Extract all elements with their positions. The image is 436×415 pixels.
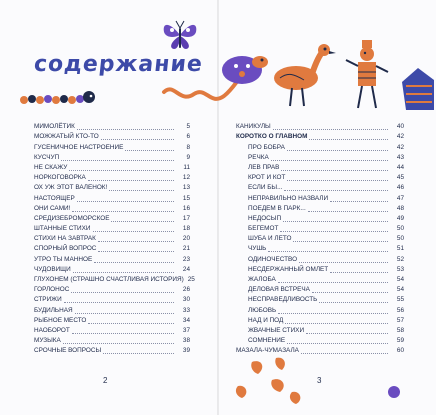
toc-entry: [34, 305, 190, 315]
toc-leader-dots: [93, 231, 175, 232]
caterpillar-illustration: [18, 88, 98, 108]
toc-leader-dots: [283, 221, 388, 222]
toc-entry-title: СОМНЕНИЕ: [248, 337, 286, 345]
toc-entry-page: 59: [396, 337, 404, 345]
toc-entry-page: 49: [396, 214, 404, 222]
toc-entry-title: СРОЧНЫЕ ВОПРОСЫ: [34, 347, 102, 355]
toc-entry-title: МИМОЛЁТИК: [34, 123, 75, 131]
toc-entry: [236, 132, 404, 142]
toc-leader-dots: [98, 251, 174, 252]
toc-entry-title: НЕСДЕРЖАННЫЙ ОМЛЕТ: [248, 265, 329, 273]
toc-entry-page: 54: [396, 286, 404, 294]
toc-leader-dots: [61, 160, 174, 161]
toc-entry: [236, 275, 404, 285]
toc-entry-title: НЕ СКАЖУ: [34, 163, 68, 171]
toc-entry-title: ПОЕДЕМ В ПАРК...: [248, 204, 306, 212]
toc-leader-dots: [330, 201, 388, 202]
toc-entry: [34, 193, 190, 203]
toc-leader-dots: [319, 302, 388, 303]
toc-entry: [34, 285, 190, 295]
toc-entry-title: БЕГЕМОТ: [248, 225, 279, 233]
toc-entry-page: 47: [396, 194, 404, 202]
toc-entry: [236, 326, 404, 336]
toc-entry: [236, 285, 404, 295]
toc-entry-title: СТРИЖИ: [34, 296, 62, 304]
toc-entry-page: 16: [182, 204, 190, 212]
toc-leader-dots: [64, 302, 174, 303]
toc-leader-dots: [94, 262, 174, 263]
toc-entry-title: ГЛУХОНЕМ (СТРАШНО СЧАСТЛИВАЯ ИСТОРИЯ): [34, 276, 184, 283]
toc-leader-dots: [88, 323, 174, 324]
toc-entry-title: НАСТОЯЩЕР: [34, 194, 75, 202]
toc-entry-page: 50: [396, 235, 404, 243]
toc-entry: [34, 275, 195, 285]
toc-entry-title: КОРОТКО О ГЛАВНОМ: [236, 133, 308, 141]
toc-leader-dots: [63, 343, 174, 344]
toc-entry-title: КАНИКУЛЫ: [236, 123, 271, 131]
toc-entry: [34, 316, 190, 326]
toc-leader-dots: [293, 241, 388, 242]
toc-leader-dots: [75, 313, 174, 314]
toc-entry-title: НЕСПРАВЕДЛИВОСТЬ: [248, 296, 318, 304]
toc-entry: [236, 214, 404, 224]
toc-entry: [34, 336, 190, 346]
toc-entry-title: ЖАЛОБА: [248, 276, 276, 283]
toc-entry-title: ЕСЛИ БЫ...: [248, 184, 283, 192]
toc-entry: [236, 122, 404, 132]
toc-entry-page: 50: [396, 225, 404, 233]
toc-entry-title: БУДИЛЬНАЯ: [34, 306, 73, 314]
toc-entry: [236, 193, 404, 203]
toc-entry: [34, 224, 190, 234]
toc-entry: [34, 183, 190, 193]
page-number-right: 3: [317, 376, 322, 385]
toc-entry-title: МУЗЫКА: [34, 337, 61, 345]
toc-entry: [34, 132, 190, 142]
toc-left-list: [34, 122, 195, 356]
toc-entry-title: КУСЧУП: [34, 153, 60, 161]
toc-leader-dots: [111, 221, 174, 222]
toc-entry-title: РЫБНОЕ МЕСТО: [34, 316, 87, 324]
toc-entry-page: 23: [182, 255, 190, 263]
toc-entry: [236, 244, 404, 254]
toc-entry-page: 43: [396, 153, 404, 161]
toc-leader-dots: [98, 241, 174, 242]
toc-entry-page: 48: [396, 204, 404, 212]
page-title: содержание: [32, 52, 205, 77]
toc-leader-dots: [284, 190, 388, 191]
toc-leader-dots: [109, 190, 174, 191]
toc-entry-page: 38: [182, 337, 190, 345]
toc-leader-dots: [278, 282, 388, 283]
toc-entry-title: ГОРЛОНОС: [34, 286, 70, 294]
toc-entry-page: 11: [183, 163, 190, 171]
toc-leader-dots: [280, 231, 388, 232]
knight-illustration: [340, 38, 396, 114]
toc-leader-dots: [101, 139, 174, 140]
toc-leader-dots: [88, 180, 174, 181]
toc-leader-dots: [103, 353, 174, 354]
toc-entry: [34, 122, 190, 132]
toc-entry-title: ЖВАЧНЫЕ СТИХИ: [248, 326, 305, 334]
toc-entry-page: 15: [182, 194, 190, 202]
toc-entry: [34, 214, 190, 224]
toc-entry-title: НЕДОСЫП: [248, 214, 282, 222]
toc-entry: [34, 254, 190, 264]
toc-entry-page: 54: [396, 276, 404, 283]
toc-entry-page: 17: [182, 214, 190, 222]
toc-entry-title: КРОТ И КОТ: [248, 174, 286, 182]
toc-entry: [236, 336, 404, 346]
toc-entry-page: 9: [186, 153, 190, 161]
toc-leader-dots: [308, 211, 388, 212]
leaves-illustration: [232, 352, 312, 412]
toc-leader-dots: [73, 272, 174, 273]
toc-entry-title: ЧУДОВИЩИ: [34, 265, 71, 273]
toc-entry-title: МОЖЖАТЫЙ КТО-ТО: [34, 133, 99, 141]
toc-entry-page: 53: [396, 265, 404, 273]
toc-entry-page: 5: [186, 123, 190, 131]
toc-entry-title: ДЕЛОВАЯ ВСТРЕЧА: [248, 286, 310, 294]
toc-entry-title: ЛЮБОВЬ: [248, 306, 277, 314]
toc-entry-title: ОХ УЖ ЭТОТ ВАЛЕНОК!: [34, 184, 108, 192]
toc-entry: [34, 153, 190, 163]
toc-entry-page: 46: [396, 184, 404, 192]
animal-illustration: [398, 64, 436, 112]
toc-entry-title: СРЕДИЗЕБРОМОРСКОЕ: [34, 214, 110, 222]
toc-entry-title: ГУСЕНИЧНОЕ НАСТРОЕНИЕ: [34, 143, 124, 151]
toc-entry: [34, 265, 190, 275]
toc-leader-dots: [299, 262, 388, 263]
toc-entry-page: 52: [396, 255, 404, 263]
toc-leader-dots: [72, 333, 174, 334]
toc-entry: [236, 295, 404, 305]
toc-leader-dots: [268, 251, 388, 252]
toc-entry: [34, 163, 190, 173]
toc-entry-title: ОДИНОЧЕСТВО: [248, 255, 298, 263]
toc-entry-title: РЕЧКА: [248, 153, 269, 161]
toc-leader-dots: [278, 313, 388, 314]
toc-entry-page: 18: [182, 225, 190, 233]
toc-entry-page: 58: [396, 326, 404, 334]
toc-entry-page: 33: [182, 306, 190, 314]
toc-entry: [34, 173, 190, 183]
toc-leader-dots: [287, 180, 388, 181]
toc-right-list: [236, 122, 404, 356]
toc-entry-page: 12: [182, 174, 190, 182]
toc-entry-page: 55: [396, 296, 404, 304]
toc-entry-page: 42: [396, 143, 404, 151]
toc-entry-title: ШТАННЫЕ СТИХИ: [34, 225, 91, 233]
toc-entry-page: 21: [182, 245, 190, 253]
toc-entry: [34, 326, 190, 336]
toc-entry-title: НЕПРАВИЛЬНО НАЗВАЛИ: [248, 194, 329, 202]
toc-leader-dots: [77, 129, 174, 130]
toc-entry-title: СТИХИ НА ЗАВТРАК: [34, 235, 96, 243]
toc-entry-page: 44: [396, 163, 404, 171]
toc-entry: [236, 163, 404, 173]
toc-entry: [34, 142, 190, 152]
toc-entry-page: 8: [186, 143, 190, 151]
toc-entry-page: 6: [186, 133, 190, 141]
toc-entry-title: НАД И ПОД: [248, 316, 284, 324]
toc-entry: [236, 142, 404, 152]
toc-entry-title: МАЗАЛА-ЧУМАЗАЛА: [236, 347, 299, 355]
toc-entry-title: ОНИ САМИ!: [34, 204, 71, 212]
toc-leader-dots: [309, 139, 388, 140]
toc-leader-dots: [306, 333, 388, 334]
toc-entry: [34, 234, 190, 244]
toc-leader-dots: [330, 272, 388, 273]
toc-leader-dots: [69, 170, 174, 171]
toc-entry-title: СПОРНЫЙ ВОПРОС: [34, 245, 97, 253]
toc-entry-page: 25: [187, 276, 195, 283]
toc-entry-title: НОРКОГОВОРКА: [34, 174, 86, 182]
toc-entry-page: 45: [396, 174, 404, 182]
toc-entry-page: 39: [182, 347, 190, 355]
toc-leader-dots: [301, 353, 388, 354]
toc-entry: [236, 316, 404, 326]
toc-entry-page: 40: [396, 123, 404, 131]
toc-leader-dots: [77, 201, 174, 202]
toc-leader-dots: [287, 150, 388, 151]
toc-entry-page: 42: [396, 133, 404, 141]
toc-entry: [34, 244, 190, 254]
toc-entry-title: ЧУШЬ: [248, 245, 267, 253]
toc-leader-dots: [273, 129, 388, 130]
butterfly-illustration: [160, 18, 200, 52]
toc-leader-dots: [271, 160, 388, 161]
toc-entry: [236, 153, 404, 163]
toc-entry-page: 13: [182, 184, 190, 192]
toc-entry-page: 34: [182, 316, 190, 324]
toc-entry-page: 51: [396, 245, 404, 253]
toc-leader-dots: [285, 323, 388, 324]
dragon-illustration: [160, 48, 272, 114]
toc-entry: [236, 224, 404, 234]
toc-entry-page: 57: [396, 316, 404, 324]
toc-entry: [34, 295, 190, 305]
toc-entry: [236, 234, 404, 244]
toc-entry: [236, 173, 404, 183]
toc-leader-dots: [287, 343, 388, 344]
toc-leader-dots: [71, 292, 174, 293]
toc-entry: [236, 265, 404, 275]
toc-entry-title: ЛЕВ ПРАВ: [248, 163, 280, 171]
toc-entry: [34, 204, 190, 214]
bird-illustration: [270, 42, 336, 114]
toc-entry: [236, 183, 404, 193]
toc-entry: [236, 254, 404, 264]
toc-entry-page: 20: [182, 235, 190, 243]
toc-leader-dots: [72, 211, 174, 212]
toc-entry-page: 56: [396, 306, 404, 314]
toc-leader-dots: [312, 292, 388, 293]
toc-entry-title: НАОБОРОТ: [34, 326, 70, 334]
toc-entry-title: УТРО ТЫ МАННОЕ: [34, 255, 93, 263]
toc-entry: [236, 204, 404, 214]
toc-entry: [34, 346, 190, 356]
toc-leader-dots: [281, 170, 388, 171]
toc-entry: [236, 305, 404, 315]
toc-entry-page: 26: [182, 286, 190, 294]
toc-entry-page: 24: [182, 265, 190, 273]
berry-illustration: [386, 384, 402, 400]
toc-entry-page: 37: [182, 326, 190, 334]
page-number-left: 2: [103, 376, 108, 385]
toc-entry-title: ШУБА И ЛЕТО: [248, 235, 292, 243]
toc-entry-page: 60: [396, 347, 404, 355]
toc-entry-title: ПРО БОБРА: [248, 143, 285, 151]
toc-leader-dots: [125, 150, 174, 151]
toc-entry-page: 30: [182, 296, 190, 304]
